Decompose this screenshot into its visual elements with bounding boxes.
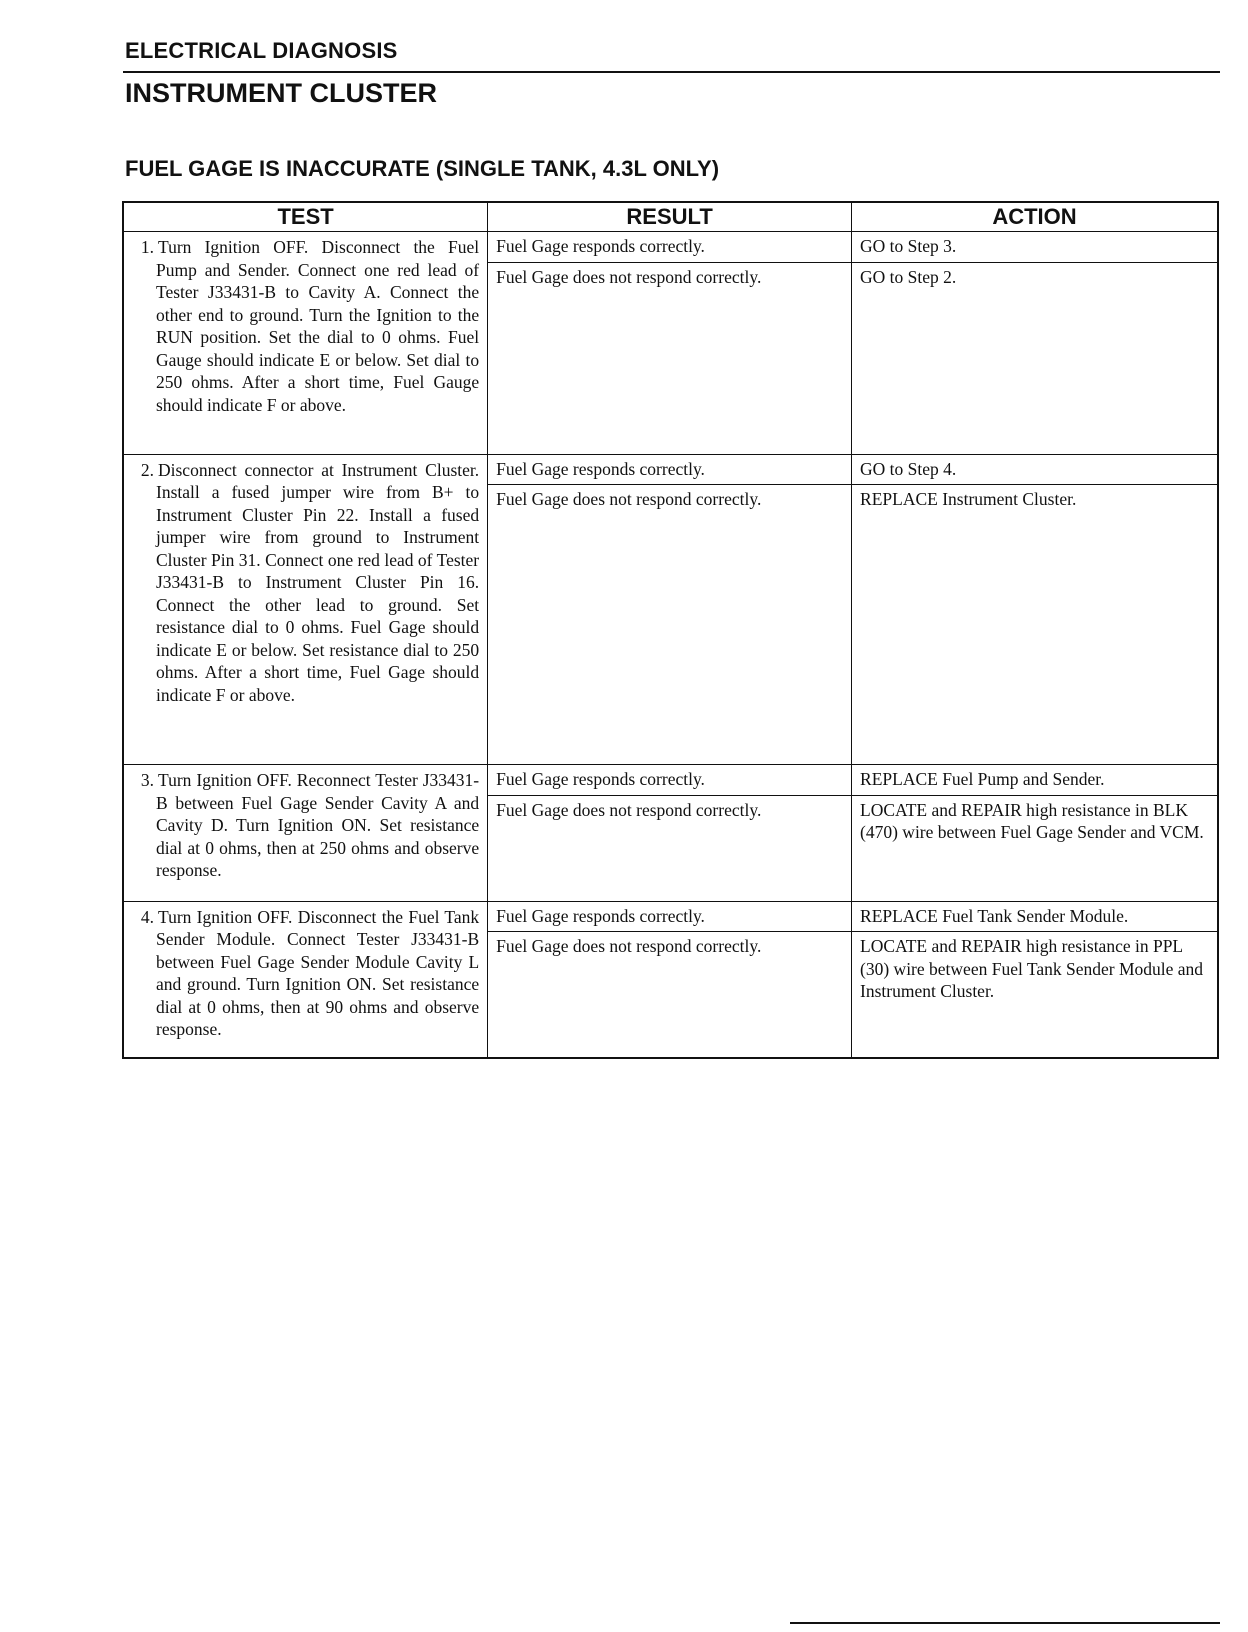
action-cell: REPLACE Fuel Pump and Sender. <box>852 765 1218 796</box>
test-text: Turn Ignition OFF. Reconnect Tester J33431-B between Fuel Gage Sender Cavity A and Cavity D. Turn Ignition ON. Set resistance dial at 0 ohms, then at 250 ohms and observe response. <box>156 770 480 880</box>
step-number: 3. <box>140 770 154 790</box>
column-header-result: RESULT <box>488 202 852 232</box>
result-cell: Fuel Gage responds correctly. <box>488 232 852 263</box>
test-text: Disconnect connector at Instrument Cluster. Install a fused jumper wire from B+ to Instrument Cluster Pin 22. Install a fused jumper wire from ground to Instrument Cluster Pin 31. Connect one red lead of Tester J33431-B to Instrument Cluster Pin 16. Connect the other lead to ground. Set resistance dial to 0 ohms. Fuel Gage should indicate E or below. Set resistance dial to 250 ohms. After a short time, Fuel Gage should indicate F or above. <box>156 459 480 705</box>
action-cell: LOCATE and REPAIR high resistance in BLK (470) wire between Fuel Gage Sender and VCM. <box>852 795 1218 901</box>
table-row <box>123 765 1218 796</box>
step-number: 2. <box>140 459 154 480</box>
table-row <box>123 901 1218 932</box>
action-cell: REPLACE Fuel Tank Sender Module. <box>852 901 1218 932</box>
step-number: 1. <box>140 237 154 257</box>
test-text: Turn Ignition OFF. Disconnect the Fuel Tank Sender Module. Connect Tester J33431-B between Fuel Gage Sender Module Cavity L and ground. Turn Ignition ON. Set resistance dial at 0 ohms, then at 90 ohms and observe response. <box>156 906 480 1039</box>
step-number: 4. <box>140 906 154 927</box>
action-cell: GO to Step 4. <box>852 454 1218 485</box>
column-header-action: ACTION <box>852 202 1218 232</box>
subsection-label: INSTRUMENT CLUSTER <box>125 78 437 108</box>
action-cell: GO to Step 3. <box>852 232 1218 263</box>
table-title: FUEL GAGE IS INACCURATE (SINGLE TANK, 4.3L ONLY) <box>125 156 720 181</box>
header-rule <box>123 71 1220 73</box>
test-cell-step-3 <box>123 765 488 902</box>
diagnosis-table <box>122 201 1219 1059</box>
test-cell-step-4 <box>123 901 488 1058</box>
result-cell: Fuel Gage does not respond correctly. <box>488 485 852 765</box>
footer-rule <box>790 1622 1220 1624</box>
table-header-row <box>123 202 1218 232</box>
test-text: Turn Ignition OFF. Disconnect the Fuel Pump and Sender. Connect one red lead of Tester J33431-B to Cavity A. Connect the other end to ground. Turn the Ignition to the RUN position. Set the dial to 0 ohms. Fuel Gauge should indicate E or below. Set dial to 250 ohms. After a short time, Fuel Gauge should indicate F or above. <box>156 237 480 415</box>
test-cell-step-1 <box>123 232 488 455</box>
result-cell: Fuel Gage does not respond correctly. <box>488 262 852 454</box>
result-cell: Fuel Gage does not respond correctly. <box>488 932 852 1058</box>
result-cell: Fuel Gage responds correctly. <box>488 765 852 796</box>
result-cell: Fuel Gage responds correctly. <box>488 901 852 932</box>
result-cell: Fuel Gage does not respond correctly. <box>488 795 852 901</box>
action-cell: LOCATE and REPAIR high resistance in PPL (30) wire between Fuel Tank Sender Module and Instrument Cluster. <box>852 932 1218 1058</box>
test-cell-step-2 <box>123 454 488 765</box>
action-cell: GO to Step 2. <box>852 262 1218 454</box>
table-row <box>123 454 1218 485</box>
action-cell: REPLACE Instrument Cluster. <box>852 485 1218 765</box>
table-row <box>123 232 1218 263</box>
column-header-test: TEST <box>123 202 488 232</box>
section-label: ELECTRICAL DIAGNOSIS <box>125 38 398 63</box>
result-cell: Fuel Gage responds correctly. <box>488 454 852 485</box>
